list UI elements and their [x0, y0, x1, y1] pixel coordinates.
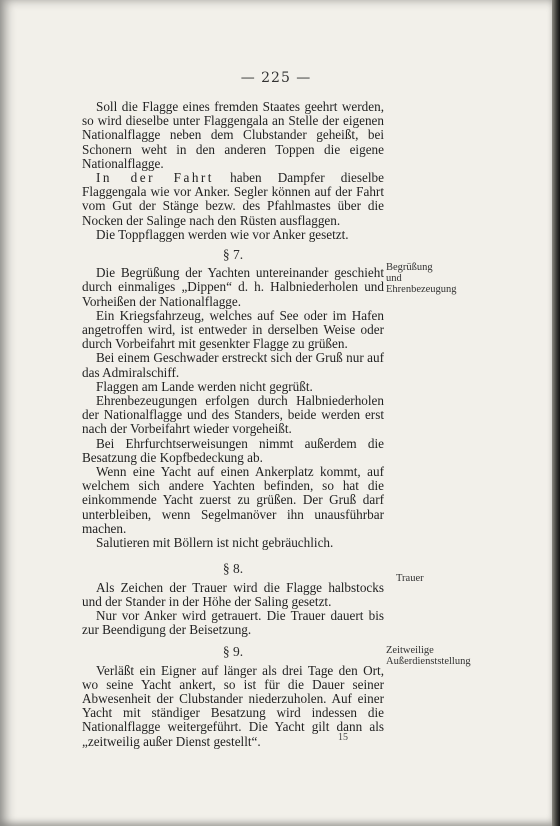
- body-text: [82, 100, 384, 749]
- paragraph: Flaggen am Lande werden nicht gegrüßt.: [96, 378, 313, 394]
- paragraph: Salutieren mit Böllern ist nicht gebräuchlich.: [96, 535, 334, 551]
- paragraph: Nur vor Anker wird getrauert. Die Trauer dauert bis zur Beendigung der Beisetzung.: [82, 607, 384, 638]
- paragraph: [82, 171, 384, 228]
- paragraph: Verläßt ein Eigner auf länger als drei Tage den Ort, wo seine Yacht ankert, so ist für die Dauer seiner Abwesenheit der Clubstander niederzuholen. Auf einer Yacht mit ständiger Besatzung wird indessen die Nationalflagge weitergeführt. Die Yacht gilt dann als „zeitweilig außer Dienst gestellt“.: [82, 662, 384, 749]
- signature-mark: 15: [338, 732, 348, 743]
- emphasis-text: In der Fahrt: [96, 170, 214, 186]
- margin-note-trauer: Trauer: [396, 573, 424, 584]
- paragraph: Ehrenbezeugungen erfolgen durch Halbniederholen der Nationalflagge und des Standers, beide werden erst nach der Vorbeifahrt wieder vorgeheißt.: [82, 393, 384, 437]
- margin-note-zeitweilige: Zeitweilige Außerdienststellung: [386, 645, 471, 667]
- paragraph-rest: haben Dampfer dieselbe Flaggengala wie vor Anker. Segler können auf der Fahrt vom Gut der Stänge bezw. des Pfahlmastes über die Nocken der Salinge nach den Rüsten ausflaggen.: [82, 170, 384, 228]
- paragraph: Wenn eine Yacht auf einen Ankerplatz kommt, auf welchem sich andere Yachten befinden, so hat die einkommende Yacht zuerst zu grüßen. Der Gruß darf unterbleiben, wenn Segelmanöver ihn unausführbar machen.: [82, 464, 384, 536]
- section-heading: § 9.: [222, 644, 244, 660]
- paragraph: Soll die Flagge eines fremden Staates geehrt werden, so wird dieselbe unter Flaggengala an Stelle der eigenen Nationalflagge neben dem Clubstander geheißt, bei Schonern weht in den anderen Toppen die eigene Nationalflagge.: [82, 99, 384, 171]
- margin-note-begruessung: Begrüßung und Ehrenbezeugung: [386, 262, 457, 295]
- paragraph: Die Begrüßung der Yachten untereinander geschieht durch einmaliges „Dippen“ d. h. Halbniederholen und Vorheißen der Nationalflagge.: [82, 265, 384, 309]
- paragraph: Ein Kriegsfahrzeug, welches auf See oder im Hafen angetroffen wird, ist entweder in derselben Weise oder durch Vorbeifahrt mit gesenkter Flagge zu grüßen.: [82, 307, 384, 352]
- paragraph: Bei Ehrfurchtserweisungen nimmt außerdem die Besatzung die Kopfbedeckung ab.: [82, 435, 384, 465]
- book-spine-edge: [552, 0, 560, 826]
- page-number: — 225 —: [240, 70, 312, 86]
- section-heading: § 7.: [222, 247, 244, 263]
- section-heading: § 8.: [222, 561, 244, 577]
- paragraph: Als Zeichen der Trauer wird die Flagge halbstocks und der Stander in der Höhe der Saling gesetzt.: [82, 579, 384, 609]
- paragraph: Die Toppflaggen werden wie vor Anker gesetzt.: [96, 226, 349, 242]
- paragraph: Bei einem Geschwader erstreckt sich der Gruß nur auf das Admiralschiff.: [82, 350, 384, 380]
